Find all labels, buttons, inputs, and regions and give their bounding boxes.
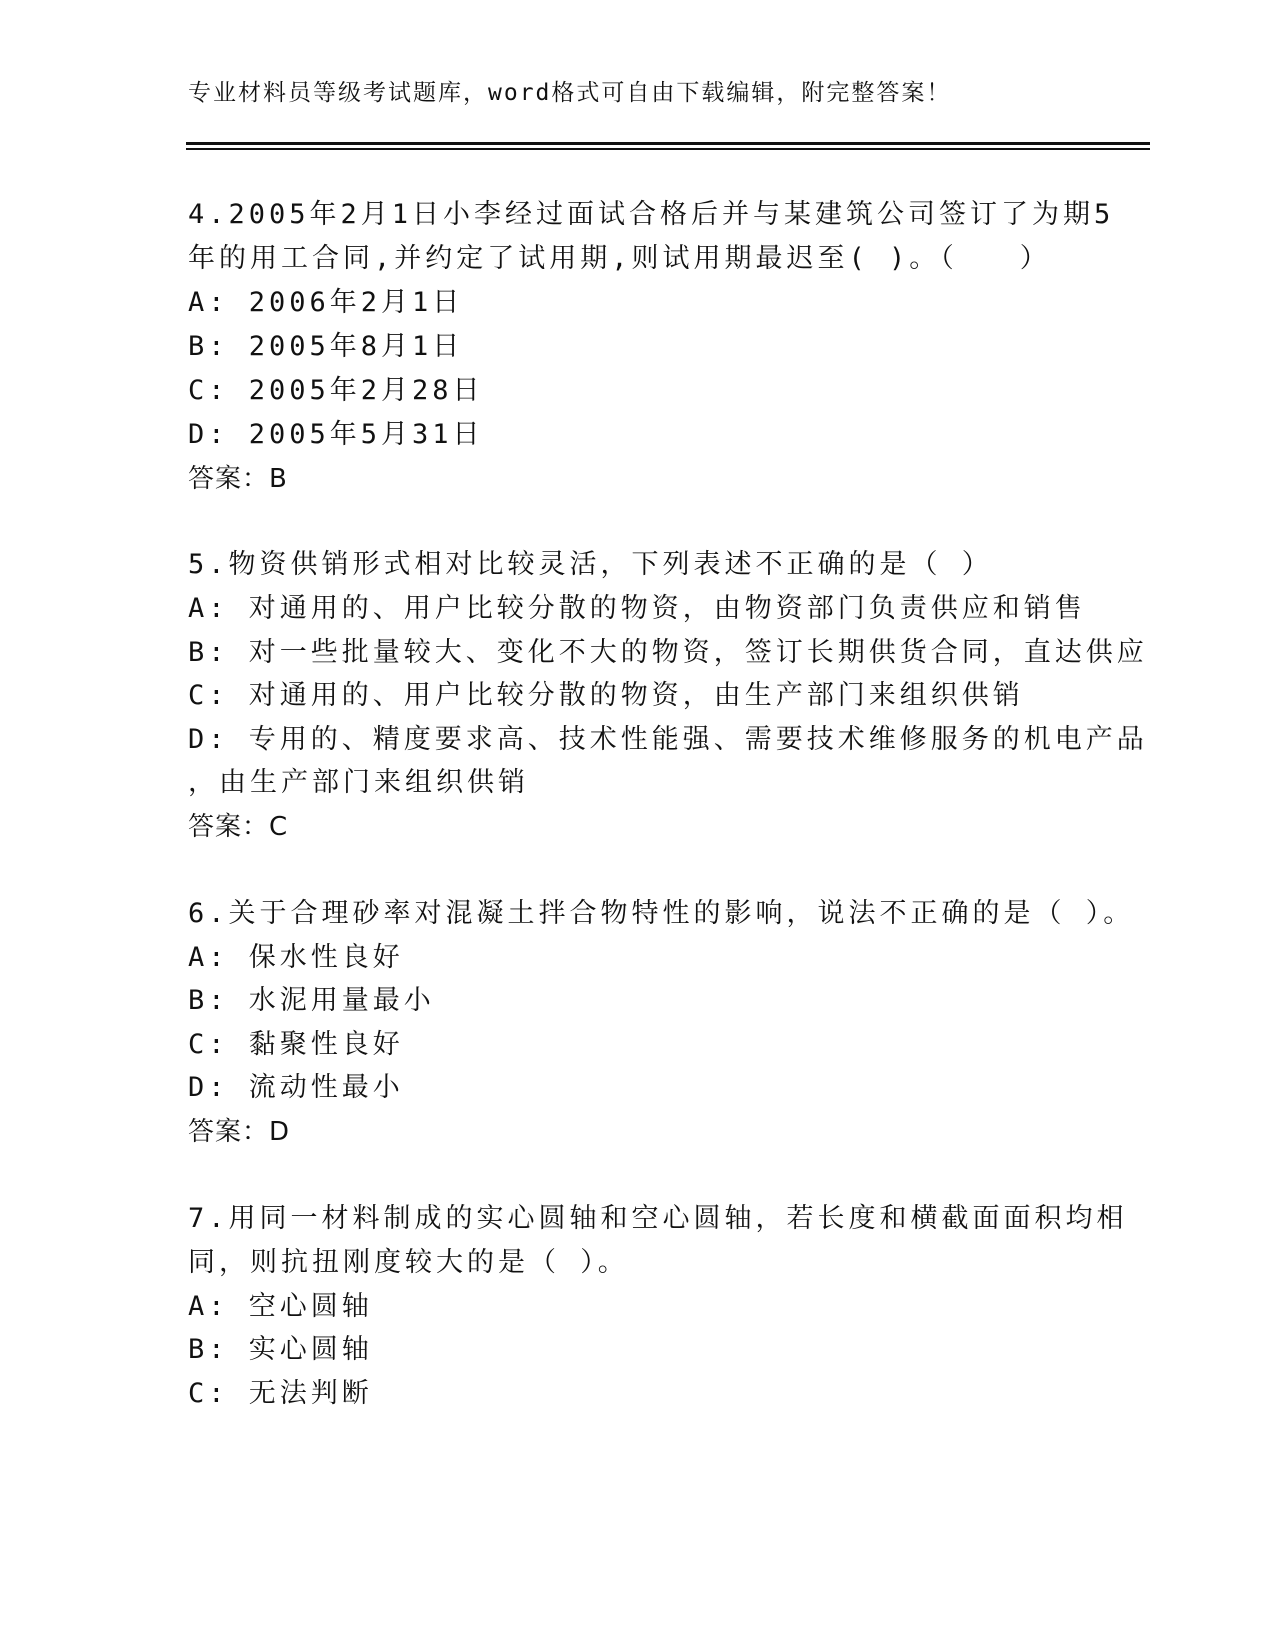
option-c: C: 黏聚性良好 bbox=[188, 1029, 404, 1060]
option-c: C: 无法判断 bbox=[188, 1378, 373, 1409]
answer: 答案：D bbox=[188, 1117, 291, 1147]
answer: 答案：C bbox=[188, 812, 289, 842]
option-a: A: 2006年2月1日 bbox=[188, 287, 464, 318]
option-b: B: 对一些批量较大、变化不大的物资，签订长期供货合同，直达供应 bbox=[188, 637, 1148, 668]
option-b: B: 2005年8月1日 bbox=[188, 331, 464, 362]
option-d: D: 流动性最小 bbox=[188, 1072, 404, 1103]
option-c: C: 2005年2月28日 bbox=[188, 375, 484, 406]
question-stem: 4.2005年2月1日小李经过面试合格后并与某建筑公司签订了为期5 bbox=[188, 199, 1115, 230]
answer: 答案：B bbox=[188, 464, 288, 494]
header-rule-top bbox=[186, 142, 1150, 145]
question-stem: 年的用工合同,并约定了试用期,则试用期最迟至( )。（ ） bbox=[188, 243, 1051, 274]
option-d: D: 专用的、精度要求高、技术性能强、需要技术维修服务的机电产品 bbox=[188, 724, 1148, 755]
question-stem: 7.用同一材料制成的实心圆轴和空心圆轴，若长度和横截面面积均相 bbox=[188, 1203, 1128, 1234]
question-stem: 5.物资供销形式相对比较灵活，下列表述不正确的是（ ） bbox=[188, 549, 993, 580]
page-header-text: 专业材料员等级考试题库，word格式可自由下载编辑，附完整答案！ bbox=[188, 80, 952, 106]
option-c: C: 对通用的、用户比较分散的物资，由生产部门来组织供销 bbox=[188, 680, 1024, 711]
option-d: D: 2005年5月31日 bbox=[188, 419, 484, 450]
header-rule-bottom bbox=[186, 148, 1150, 150]
option-b: B: 实心圆轴 bbox=[188, 1334, 373, 1365]
option-d-continued: ，由生产部门来组织供销 bbox=[188, 767, 529, 798]
option-a: A: 对通用的、用户比较分散的物资，由物资部门负责供应和销售 bbox=[188, 593, 1086, 624]
question-stem: 同，则抗扭刚度较大的是（ ）。 bbox=[188, 1247, 629, 1278]
option-b: B: 水泥用量最小 bbox=[188, 985, 435, 1016]
option-a: A: 空心圆轴 bbox=[188, 1291, 373, 1322]
option-a: A: 保水性良好 bbox=[188, 942, 404, 973]
question-stem: 6.关于合理砂率对混凝土拌合物特性的影响，说法不正确的是（ ）。 bbox=[188, 898, 1135, 929]
